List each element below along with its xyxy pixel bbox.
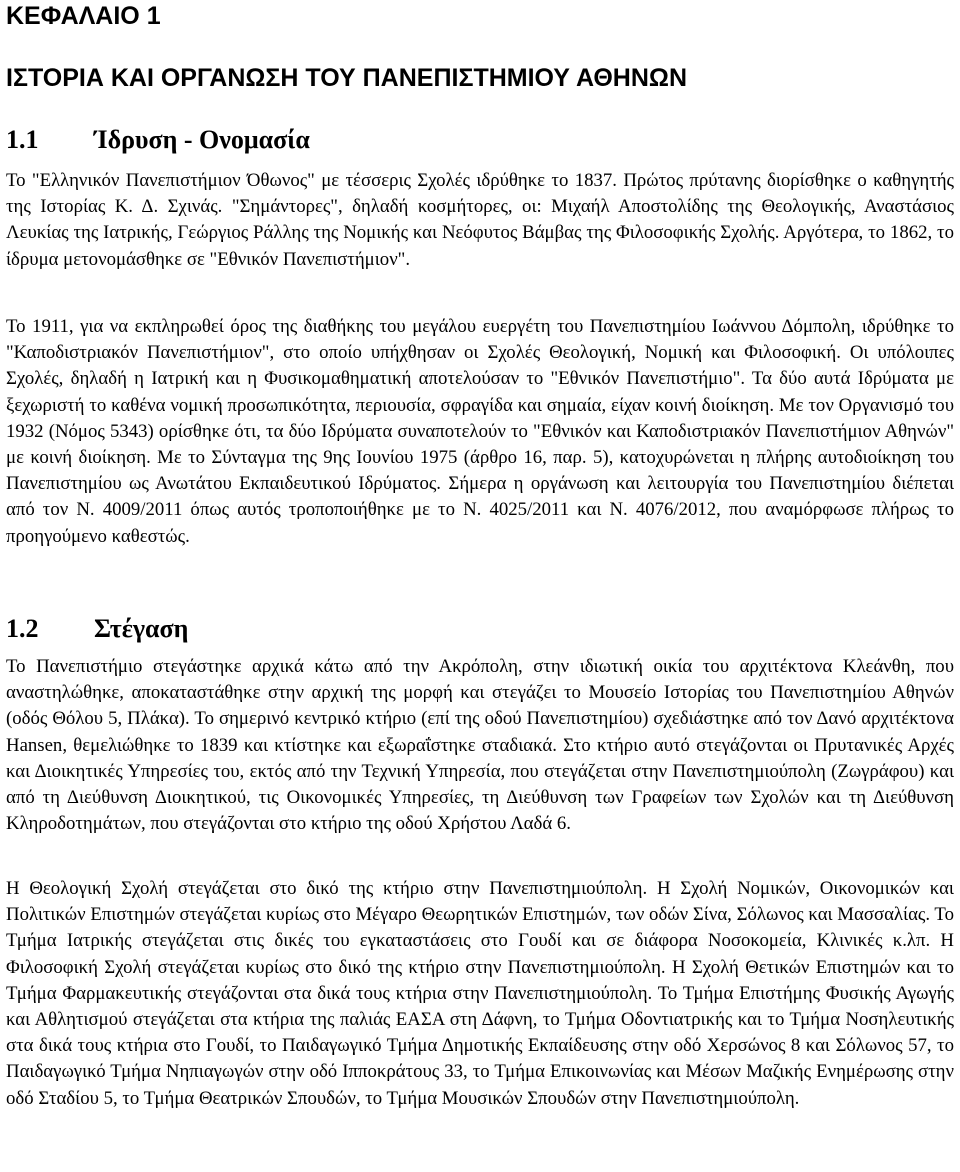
chapter-title: ΙΣΤΟΡΙΑ ΚΑΙ ΟΡΓΑΝΩΣΗ ΤΟΥ ΠΑΝΕΠΙΣΤΗΜΙΟΥ ΑΘΗΝΩΝ [6,64,688,92]
section-heading-housing [6,613,188,645]
paragraph: Το Πανεπιστήμιο στεγάστηκε αρχικά κάτω από την Ακρόπολη, στην ιδιωτική οικία του αρχιτέκτονα Κλεάνθη, που αναστηλώθηκε, αποκαταστάθηκε στην αρχική της μορφή και στεγάζει το Μουσείο Ιστορίας του Πανεπιστημίου Αθηνών (οδός Θόλου 5, Πλάκα). Το σημερινό κεντρικό κτήριο (επί της οδού Πανεπιστημίου) σχεδιάστηκε από τον Δανό αρχιτέκτονα Hansen, θεμελιώθηκε το 1839 και κτίστηκε και εξωραΐστηκε σταδιακά. Στο κτήριο αυτό στεγάζονται οι Πρυτανικές Αρχές και Διοικητικές Υπηρεσίες του, εκτός από την Τεχνική Υπηρεσία, που στεγάζεται στην Πανεπιστημιούπολη (Ζωγράφου) και από τη Διεύθυνση Διοικητικού, τις Οικονομικές Υπηρεσίες, τη Διεύθυνση των Γραφείων των Σχολών και τη Διεύθυνση Κληροδοτημάτων, που στεγάζονται στο κτήριο της οδού Χρήστου Λαδά 6. [6,656,954,835]
section-number: 1.2 [6,614,39,643]
paragraph: Το 1911, για να εκπληρωθεί όρος της διαθήκης του μεγάλου ευεργέτη του Πανεπιστημίου Ιωάννου Δόμπολη, ιδρύθηκε το "Καποδιστριακόν Πανεπιστήμιον", στο οποίο υπήχθησαν οι Σχολές Θεολογική, Νομική και Φιλοσοφική. Οι υπόλοιπες Σχολές, δηλαδή η Ιατρική και η Φυσικομαθηματική αποτελούσαν το "Εθνικόν Πανεπιστήμιο". Τα δύο αυτά Ιδρύματα με ξεχωριστή το καθένα νομική προσωπικότητα, περιουσία, σφραγίδα και σημαία, είχαν κοινή διοίκηση. Με τον Οργανισμό του 1932 (Νόμος 5343) ορίσθηκε ότι, τα δύο Ιδρύματα συναποτελούν το "Εθνικόν και Καποδιστριακόν Πανεπιστήμιον Αθηνών" με κοινή διοίκηση. Με το Σύνταγμα της 9ης Ιουνίου 1975 (άρθρο 16, παρ. 5), κατοχυρώνεται η πλήρης αυτοδιοίκηση του Πανεπιστημίου ως Ανωτάτου Εκπαιδευτικού Ιδρύματος. Σήμερα η οργάνωση και λειτουργία του Πανεπιστημίου διέπεται από τον Ν. 4009/2011 όπως αυτός τροποποιήθηκε με το Ν. 4025/2011 και Ν. 4076/2012, που αναμόρφωσε πλήρως το προηγούμενο καθεστώς. [6,316,954,547]
chapter-label: ΚΕΦΑΛΑΙΟ 1 [6,2,161,30]
section-title-text: Στέγαση [94,614,189,643]
paragraph: Η Θεολογική Σχολή στεγάζεται στο δικό της κτήριο στην Πανεπιστημιούπολη. Η Σχολή Νομικών, Οικονομικών και Πολιτικών Επιστημών στεγάζεται κυρίως στο Μέγαρο Θεωρητικών Επιστημών, των οδών Σίνα, Σόλωνος και Μασσαλίας. Το Τμήμα Ιατρικής στεγάζεται στις δικές του εγκαταστάσεις στο Γουδί και σε διάφορα Νοσοκομεία, Κλινικές κ.λπ. Η Φιλοσοφική Σχολή στεγάζεται κυρίως στο δικό της κτήριο στην Πανεπιστημιούπολη. Η Σχολή Θετικών Επιστημών και το Τμήμα Φαρμακευτικής στεγάζονται στα δικά τους κτήρια στην Πανεπιστημιούπολη. Το Τμήμα Επιστήμης Φυσικής Αγωγής και Αθλητισμού στεγάζεται στα κτήρια της παλιάς ΕΑΣΑ στη Δάφνη, το Τμήμα Οδοντιατρικής και το Τμήμα Νοσηλευτικής στα δικά τους κτήρια στο Γουδί, το Παιδαγωγικό Τμήμα Δημοτικής Εκπαίδευσης στην οδό Χερσώνος 8 και Σόλωνος 57, το Παιδαγωγικό Τμήμα Νηπιαγωγών στην οδό Ιπποκράτους 33, το Τμήμα Επικοινωνίας και Μέσων Μαζικής Ενημέρωσης στην οδό Σταδίου 5, το Τμήμα Θεατρικών Σπουδών, το Τμήμα Μουσικών Σπουδών στην Πανεπιστημιούπολη. [6,878,954,1109]
section-heading-founding [6,124,310,156]
section-number: 1.1 [6,125,39,154]
paragraph: Το "Ελληνικόν Πανεπιστήμιον Όθωνος" με τέσσερις Σχολές ιδρύθηκε το 1837. Πρώτος πρύτανης διορίσθηκε ο καθηγητής της Ιστορίας Κ. Δ. Σχινάς. "Σημάντορες", δηλαδή κοσμήτορες, οι: Μιχαήλ Αποστολίδης της Θεολογικής, Αναστάσιος Λευκίας της Ιατρικής, Γεώργιος Ράλλης της Νομικής και Νεόφυτος Βάμβας της Φιλοσοφικής Σχολής. Αργότερα, το 1862, το ίδρυμα μετονομάσθηκε σε "Εθνικόν Πανεπιστήμιον". [6,170,954,270]
section-title-text: Ίδρυση - Ονομασία [94,125,310,154]
